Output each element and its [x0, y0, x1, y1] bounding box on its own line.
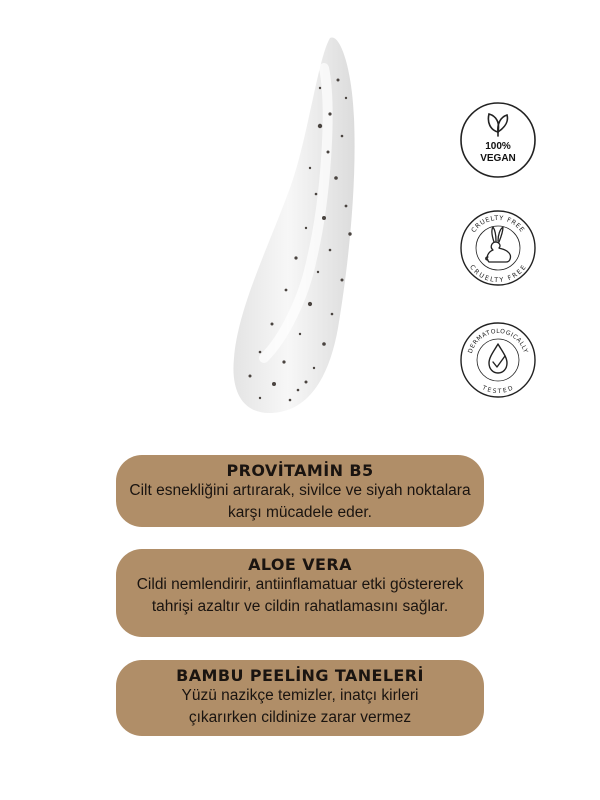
- cruelty-free-bottom-text: CRUELTY FREE: [467, 263, 529, 285]
- vegan-badge: [458, 100, 538, 180]
- cruelty-free-badge: [458, 208, 538, 288]
- ingredient-description: Cildi nemlendirir, antiinflamatuar etki göstererek tahrişi azaltır ve cildin rahatlamasını sağlar.: [136, 576, 464, 615]
- ingredient-card-provitamin-b5: [116, 455, 484, 527]
- dermatologically-tested-badge: [458, 320, 538, 400]
- ingredient-description: Yüzü nazikçe temizler, inatçı kirleri çıkarırken cildinize zarar vermez: [181, 687, 419, 726]
- ingredient-card-aloe-vera: [116, 549, 484, 637]
- ingredient-title: PROVİTAMİN B5: [226, 461, 374, 480]
- vegan-line2: VEGAN: [480, 153, 516, 164]
- product-smear-image: [220, 28, 380, 428]
- ingredient-title: ALOE VERA: [248, 555, 352, 574]
- cruelty-free-top-text: CRUELTY FREE: [469, 213, 527, 235]
- ingredient-title: BAMBU PEELİNG TANELERİ: [176, 666, 424, 685]
- derm-bottom-text: TESTED: [481, 384, 515, 396]
- ingredient-card-bambu-peeling: [116, 660, 484, 736]
- derm-top-text: DERMATOLOGICALLY: [466, 327, 530, 355]
- vegan-line1: 100%: [485, 141, 511, 152]
- ingredient-description: Cilt esnekliğini artırarak, sivilce ve siyah noktalara karşı mücadele eder.: [129, 482, 471, 521]
